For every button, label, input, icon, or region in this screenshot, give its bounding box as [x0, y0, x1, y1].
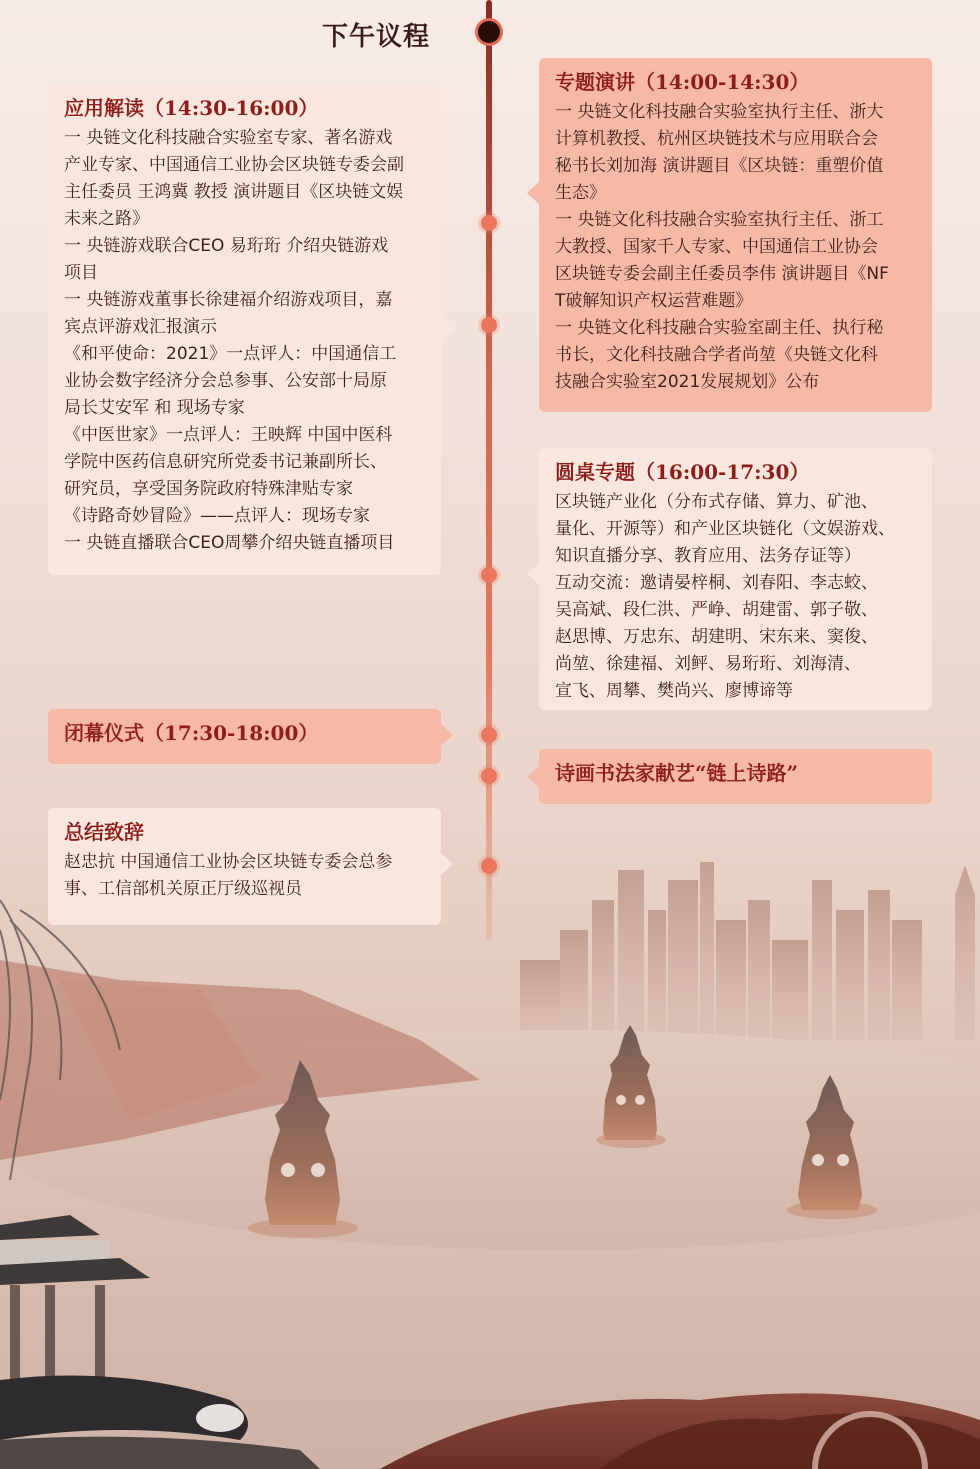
session-line: 秘书长刘加海 演讲题目《区块链：重塑价值 — [555, 156, 884, 176]
session-title: 专题演讲（14:00-14:30） — [555, 70, 810, 94]
session-title: 闭幕仪式（17:30-18:00） — [64, 721, 319, 745]
timeline-node — [481, 567, 497, 583]
session-line: 一 央链文化科技融合实验室执行主任、浙工 — [555, 210, 884, 230]
session-line: 局长艾安军 和 现场专家 — [64, 398, 245, 418]
session-card-roundtable — [539, 448, 932, 710]
timeline-node — [481, 215, 497, 231]
session-line: T破解知识产权运营难题》 — [555, 291, 753, 311]
session-line: 生态》 — [555, 183, 606, 203]
session-body — [555, 489, 918, 705]
session-line: 研究员，享受国务院政府特殊津贴专家 — [64, 479, 353, 499]
session-line: 量化、开源等）和产业区块链化（文娱游戏、 — [555, 519, 895, 539]
session-title: 应用解读（14:30-16:00） — [64, 96, 319, 120]
timeline-start-node — [475, 18, 503, 46]
session-line: 计算机教授、杭州区块链技术与应用联合会 — [555, 129, 878, 149]
session-line: 事、工信部机关原正厅级巡视员 — [64, 879, 302, 899]
session-line: 吴高斌、段仁洪、严峥、胡建雷、郭子敬、 — [555, 600, 878, 620]
session-body — [64, 849, 427, 903]
session-line: 赵忠抗 中国通信工业协会区块链专委会总参 — [64, 852, 393, 872]
session-line: 区块链产业化（分布式存储、算力、矿池、 — [555, 492, 878, 512]
session-line: 大教授、国家千人专家、中国通信工业协会 — [555, 237, 878, 257]
timeline-node — [481, 317, 497, 333]
session-line: 宣飞、周攀、樊尚兴、廖博谛等 — [555, 681, 793, 701]
session-line: 业协会数字经济分会总参事、公安部十局原 — [64, 371, 387, 391]
page-title: 下午议程 — [322, 22, 431, 52]
timeline-node — [481, 727, 497, 743]
session-line: 知识直播分享、教育应用、法务存证等） — [555, 546, 861, 566]
session-line: 互动交流：邀请晏梓桐、刘春阳、李志蛟、 — [555, 573, 878, 593]
session-card-closing — [48, 709, 441, 764]
session-line: 一 央链文化科技融合实验室副主任、执行秘 — [555, 318, 884, 338]
session-line: 项目 — [64, 263, 98, 283]
session-card-summary — [48, 808, 441, 925]
session-line: 产业专家、中国通信工业协会区块链专委会副 — [64, 155, 404, 175]
session-body — [64, 125, 427, 557]
session-line: 一 央链游戏联合CEO 易珩珩 介绍央链游戏 — [64, 236, 389, 256]
session-line: 一 央链文化科技融合实验室专家、著名游戏 — [64, 128, 393, 148]
session-line: 书长，文化科技融合学者尚堃《央链文化科 — [555, 345, 878, 365]
timeline-node — [481, 858, 497, 874]
session-line: 学院中医药信息研究所党委书记兼副所长、 — [64, 452, 387, 472]
session-line: 《和平使命：2021》一点评人：中国通信工 — [64, 344, 397, 364]
session-line: 技融合实验室2021发展规划》公布 — [555, 372, 820, 392]
session-title: 圆桌专题（16:00-17:30） — [555, 460, 810, 484]
city-skyline — [520, 862, 975, 1040]
session-line: 主任委员 王鸿冀 教授 演讲题目《区块链文娱 — [64, 182, 404, 202]
session-line: 《诗路奇妙冒险》——点评人：现场专家 — [64, 506, 370, 526]
session-line: 《中医世家》一点评人：王映辉 中国中医科 — [64, 425, 393, 445]
timeline-node — [481, 768, 497, 784]
session-card-poetry — [539, 749, 932, 804]
session-line: 赵思博、万忠东、胡建明、宋东来、窦俊、 — [555, 627, 878, 647]
session-title: 总结致辞 — [64, 820, 144, 844]
session-body — [555, 99, 918, 396]
session-title: 诗画书法家献艺“链上诗路” — [555, 761, 799, 785]
session-line: 宾点评游戏汇报演示 — [64, 317, 217, 337]
session-line: 一 央链文化科技融合实验室执行主任、浙大 — [555, 102, 884, 122]
timeline-line — [486, 0, 492, 940]
session-line: 一 央链直播联合CEO周攀介绍央链直播项目 — [64, 533, 395, 553]
session-card-app-reading — [48, 84, 441, 575]
session-line: 区块链专委会副主任委员李伟 演讲题目《NF — [555, 264, 889, 284]
session-line: 未来之路》 — [64, 209, 149, 229]
session-line: 一 央链游戏董事长徐建福介绍游戏项目，嘉 — [64, 290, 393, 310]
session-line: 尚堃、徐建福、刘鲆、易珩珩、刘海清、 — [555, 654, 861, 674]
pavilion-gate — [0, 1215, 150, 1380]
session-card-keynote — [539, 58, 932, 412]
